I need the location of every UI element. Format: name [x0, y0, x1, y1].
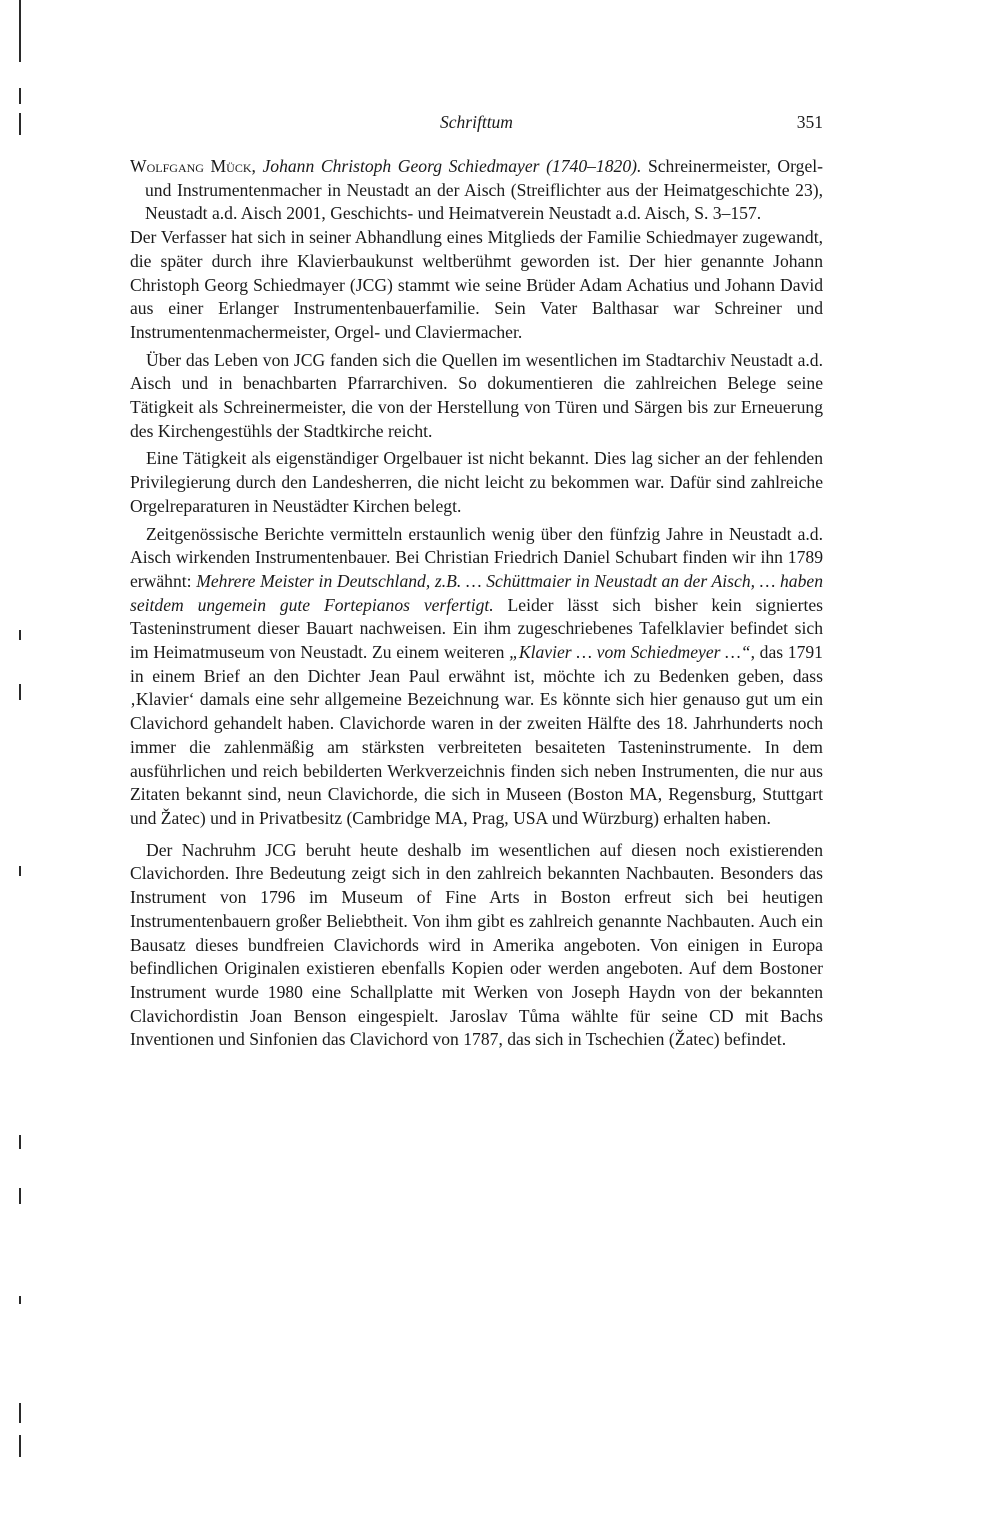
- paragraph-1: Der Verfasser hat sich in seiner Abhandlung eines Mitglieds der Familie Schiedmayer zugewandt, die später durch ihre Klavierbaukunst weltberühmt geworden ist. Der hier genannte Johann Christoph Georg Schiedmayer (JCG) stammt wie seine Brüder Adam Achatius und Johann David aus einer Erlanger Instrumentenbauerfamilie. Sein Vater Balthasar war Schreiner und Instrumentenmachermeister, Orgel- und Claviermacher.: [130, 227, 823, 342]
- paragraph-5: Der Nachruhm JCG beruht heute deshalb im wesentlichen auf diesen noch existierenden Clavichorden. Ihre Bedeutung zeigt sich in den zahlreich bekannten Nachbauten. Besonders das Instrument von 1796 im Museum of Fine Arts in Boston erfreut sich bei heutigen Instrumentenbauern großer Beliebtheit. Von ihm gibt es zahlreich genannte Nachbauten. Auch ein Bausatz dieses bundfreien Clavichords wird in Amerika angeboten. Von einigen in Europa befindlichen Originalen existieren ebenfalls Kopien oder werden angeboten. Auf dem Bostoner Instrument wurde 1980 eine Schallplatte mit Werken von Joseph Haydn von der bekannten Clavichordistin Joan Benson eingespielt. Jaroslav Tůma wählte für seine CD mit Bachs Inventionen und Sinfonien das Clavichord von 1787, das sich in Tschechien (Žatec) befindet.: [130, 839, 823, 1050]
- scan-edge-mark: [19, 0, 21, 62]
- scan-edge-mark: [19, 1435, 21, 1457]
- scan-edge-mark: [19, 1296, 21, 1304]
- scan-edge-mark: [19, 1403, 21, 1423]
- paragraph-4-text-b: Leider lässt sich bisher kein signiertes Tasteninstrument dieser Bauart nachweisen. Ein ihm zugeschriebenes Tafelklavier befindet sich im Heimatmuseum von Neustadt. Zu einem weiteren: [130, 594, 823, 663]
- entry-title: Johann Christoph Georg Schiedmayer (1740–1820).: [262, 156, 642, 176]
- entry-details: Schreinermeister, Orgel- und Instrumentenmacher in Neustadt an der Aisch (Streiflichter aus der Heimatgeschichte 23), Neustadt a.d. Aisch 2001, Geschichts- und Heimatverein Neustadt a.d. Aisch, S. 3–157.: [145, 156, 823, 224]
- entry-author-separator: ,: [251, 156, 263, 176]
- paragraph-4-text-a: Zeitgenössische Berichte vermitteln erstaunlich wenig über den fünfzig Jahre in Neustadt a.d. Aisch wirkenden Instrumentenbauer. Bei Christian Friedrich Daniel Schubart finden wir ihn 1789 erwähnt:: [130, 523, 823, 591]
- bibliographic-entry: [130, 155, 823, 226]
- klavier-quote: „Klavier … vom Schiedmeyer …“: [509, 642, 751, 663]
- page-number: 351: [796, 112, 823, 132]
- scan-edge-mark: [19, 684, 21, 700]
- running-header: [130, 108, 823, 138]
- paragraph-2: Über das Leben von JCG fanden sich die Quellen im wesentlichen im Stadtarchiv Neustadt a.d. Aisch und in benachbarten Pfarrarchiven. So dokumentieren die zahlreichen Belege seine Tätigkeit als Schreinermeister, die von der Herstellung von Türen und Särgen bis zur Erneuerung des Kirchengestühls der Stadtkirche reicht.: [130, 349, 823, 441]
- review-body: [130, 226, 823, 1052]
- scan-edge-mark: [19, 113, 21, 135]
- scan-edge-mark: [19, 1188, 21, 1204]
- entry-author: Wolfgang Mück: [130, 156, 252, 176]
- paragraph-3: Eine Tätigkeit als eigenständiger Orgelbauer ist nicht bekannt. Dies lag sicher an der fehlenden Privilegierung durch den Landesherren, die nicht leicht zu bekommen war. Dafür sind zahlreiche Orgelreparaturen in Neustädter Kirchen belegt.: [130, 448, 823, 516]
- paragraph-4: [130, 523, 823, 831]
- scan-edge-mark: [19, 88, 21, 104]
- scan-edge-mark: [19, 866, 21, 876]
- page-content: [130, 108, 823, 1056]
- paragraph-4-text-c: , das 1791 in einem Brief an den Dichter Jean Paul erwähnt ist, möchte ich zu Bedenken geben, dass ‚Klavier‘ damals eine sehr allgemeine Bezeichnung war. Es könnte sich hier genauso gut um ein Clavichord gehandelt haben. Clavichorde waren in der zweiten Hälfte des 18. Jahrhunderts noch immer die zahlenmäßig am stärksten verbreiteten besaiteten Tasteninstrumente. In dem ausführlichen und reich bebilderten Werkverzeichnis finden sich neben Instrumenten, die nur aus Zitaten bekannt sind, neun Clavichorde, die sich in Museen (Boston MA, Regensburg, Stuttgart und Žatec) und in Privatbesitz (Cambridge MA, Prag, USA und Würzburg) erhalten haben.: [130, 642, 823, 828]
- scan-edge-mark: [19, 630, 21, 640]
- running-title: Schrifttum: [440, 112, 513, 132]
- scan-edge-mark: [19, 1135, 21, 1149]
- schubart-quote: Mehrere Meister in Deutschland, z.B. … Schüttmaier in Neustadt an der Aisch, … haben seitdem ungemein gute Fortepianos verfertigt.: [130, 570, 824, 615]
